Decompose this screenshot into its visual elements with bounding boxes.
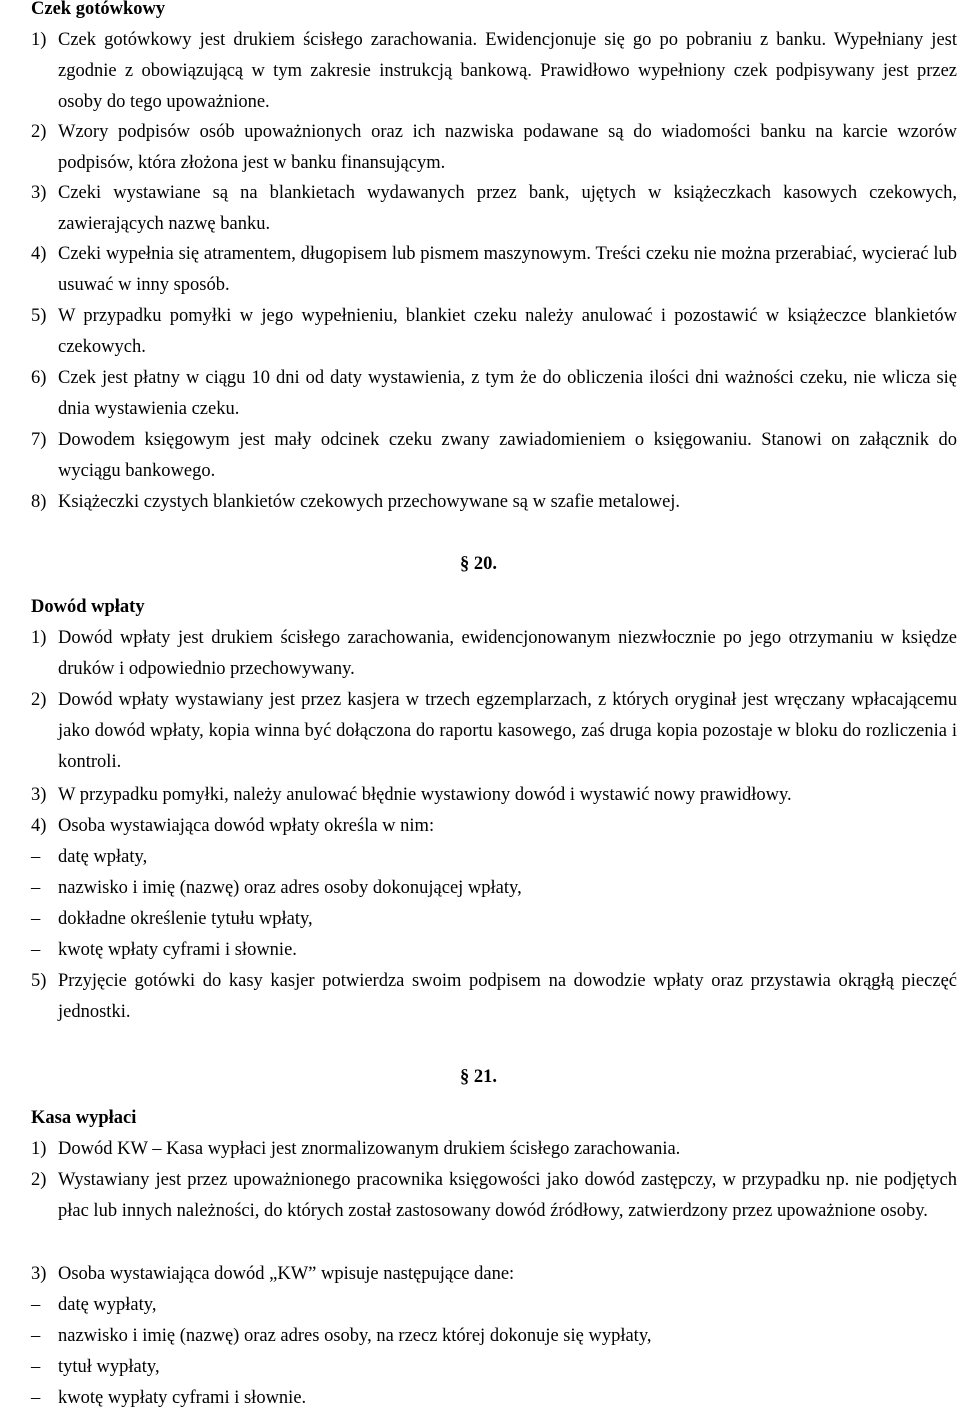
item-number: 1) [31, 628, 47, 648]
dash-bullet: – [31, 909, 41, 929]
heading-czek-gotowkowy: Czek gotówkowy [31, 0, 166, 19]
kw-dash-item-3 [31, 1352, 160, 1383]
czek-item-4 [31, 239, 957, 301]
item-number: 3) [31, 785, 47, 805]
czek-item-6 [31, 363, 957, 425]
item-number: 1) [31, 30, 47, 50]
item-text: Osoba wystawiająca dowód „KW” wpisuje następujące dane: [58, 1264, 515, 1284]
dash-item-text: nazwisko i imię (nazwę) oraz adres osoby, na rzecz której dokonuje się wypłaty, [58, 1326, 652, 1346]
kw-item-2 [31, 1165, 957, 1227]
item-number: 2) [31, 1170, 47, 1190]
item-number: 6) [31, 368, 47, 388]
item-text: Przyjęcie gotówki do kasy kasjer potwierdza swoim podpisem na dowodzie wpłaty oraz przystawia okrągłą pieczęć jednostki. [58, 971, 957, 1022]
dash-bullet: – [31, 1388, 41, 1408]
czek-item-3 [31, 178, 957, 240]
item-number: 5) [31, 306, 47, 326]
wplata-dash-item-1 [31, 842, 147, 873]
wplata-item-3 [31, 780, 957, 811]
wplata-dash-item-4 [31, 935, 297, 966]
item-text: Książeczki czystych blankietów czekowych przechowywane są w szafie metalowej. [58, 492, 681, 512]
item-number: 5) [31, 971, 47, 991]
dash-item-text: dokładne określenie tytułu wpłaty, [58, 909, 313, 929]
item-text: Czeki wystawiane są na blankietach wydawanych przez bank, ujętych w książeczkach kasowych czekowych, zawierających nazwę banku. [58, 183, 957, 234]
czek-item-1 [31, 25, 957, 118]
kw-item-1 [31, 1134, 957, 1165]
dash-item-text: nazwisko i imię (nazwę) oraz adres osoby dokonującej wpłaty, [58, 878, 522, 898]
wplata-dash-item-2 [31, 873, 522, 904]
dash-item-text: datę wypłaty, [58, 1295, 157, 1315]
item-text: Wystawiany jest przez upoważnionego pracownika księgowości jako dowód zastępczy, w przypadku np. nie podjętych płac lub innych należności, do których został zastosowany dowód źródłowy, zatwierdzony przez upoważnione osoby. [58, 1170, 957, 1221]
czek-item-8 [31, 487, 957, 518]
item-number: 1) [31, 1139, 47, 1159]
item-text: Osoba wystawiająca dowód wpłaty określa w nim: [58, 816, 435, 836]
item-number: 3) [31, 183, 47, 203]
kw-dash-item-2 [31, 1321, 652, 1352]
czek-item-2 [31, 117, 957, 179]
czek-item-5 [31, 301, 957, 363]
paragraph-number-21: § 21. [460, 1067, 497, 1087]
paragraph-number-20: § 20. [460, 554, 497, 574]
czek-item-7 [31, 425, 957, 487]
wplata-item-4 [31, 811, 957, 842]
dash-bullet: – [31, 1326, 41, 1346]
item-number: 8) [31, 492, 47, 512]
heading-kasa-wyplaci: Kasa wypłaci [31, 1108, 137, 1128]
wplata-item-2 [31, 685, 957, 778]
item-text: Dowód wpłaty jest drukiem ścisłego zarachowania, ewidencjonowanym niezwłocznie po jego otrzymaniu w księdze druków i odpowiednio przechowywany. [58, 628, 957, 679]
heading-dowod-wplaty: Dowód wpłaty [31, 597, 145, 617]
item-text: Dowód KW – Kasa wypłaci jest znormalizowanym drukiem ścisłego zarachowania. [58, 1139, 681, 1159]
wplata-dash-item-3 [31, 904, 313, 935]
item-text: Wzory podpisów osób upoważnionych oraz ich nazwiska podawane są do wiadomości banku na karcie wzorów podpisów, która złożona jest w banku finansującym. [58, 122, 957, 173]
item-number: 7) [31, 430, 47, 450]
dash-item-text: datę wpłaty, [58, 847, 148, 867]
item-text: W przypadku pomyłki, należy anulować błędnie wystawiony dowód i wystawić nowy prawidłowy. [58, 785, 792, 805]
kw-dash-item-1 [31, 1290, 156, 1321]
dash-item-text: kwotę wypłaty cyframi i słownie. [58, 1388, 307, 1408]
wplata-item-5 [31, 966, 957, 1028]
item-text: W przypadku pomyłki w jego wypełnieniu, blankiet czeku należy anulować i pozostawić w książeczce blankietów czekowych. [58, 306, 957, 357]
item-text: Czeki wypełnia się atramentem, długopisem lub pismem maszynowym. Treści czeku nie można przerabiać, wycierać lub usuwać w inny sposób. [58, 244, 957, 295]
item-number: 3) [31, 1264, 47, 1284]
item-text: Czek jest płatny w ciągu 10 dni od daty wystawienia, z tym że do obliczenia ilości dni ważności czeku, nie wlicza się dnia wystawienia czeku. [58, 368, 957, 419]
kw-dash-item-4 [31, 1383, 306, 1414]
dash-item-text: tytuł wypłaty, [58, 1357, 160, 1377]
item-number: 4) [31, 816, 47, 836]
item-number: 4) [31, 244, 47, 264]
dash-bullet: – [31, 940, 41, 960]
dash-bullet: – [31, 1357, 41, 1377]
dash-bullet: – [31, 1295, 41, 1315]
kw-item-3 [31, 1259, 957, 1290]
item-number: 2) [31, 690, 47, 710]
dash-bullet: – [31, 847, 41, 867]
dash-item-text: kwotę wpłaty cyframi i słownie. [58, 940, 297, 960]
item-text: Czek gotówkowy jest drukiem ścisłego zarachowania. Ewidencjonuje się go po pobraniu z banku. Wypełniany jest zgodnie z obowiązującą w tym zakresie instrukcją bankową. Prawidłowo wypełniony czek podpisywany jest przez osoby do tego upoważnione. [58, 30, 957, 112]
item-text: Dowodem księgowym jest mały odcinek czeku zwany zawiadomieniem o księgowaniu. Stanowi on załącznik do wyciągu bankowego. [58, 430, 957, 481]
item-text: Dowód wpłaty wystawiany jest przez kasjera w trzech egzemplarzach, z których oryginał jest wręczany wpłacającemu jako dowód wpłaty, kopia winna być dołączona do raportu kasowego, zaś druga kopia pozostaje w bloku do rozliczenia i kontroli. [58, 690, 957, 772]
wplata-item-1 [31, 623, 957, 685]
item-number: 2) [31, 122, 47, 142]
dash-bullet: – [31, 878, 41, 898]
